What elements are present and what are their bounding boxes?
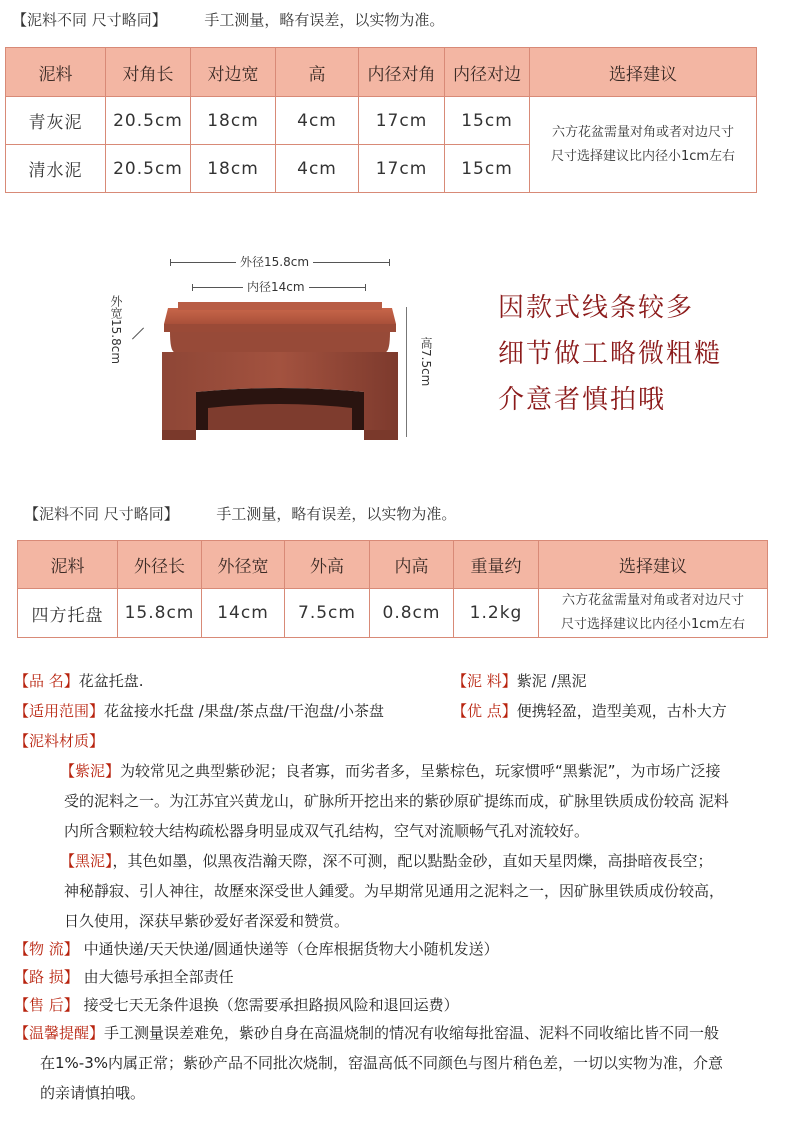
col-header: 内径对角 [359,48,445,97]
suggestion-line: 六方花盆需量对角或者对边尺寸 [561,593,744,608]
merit-label: 【优 点】 [452,702,517,720]
table-header-row [18,541,768,589]
info-clay-row [452,666,587,696]
table-cell: 20.5cm [106,97,191,145]
zini-text: 受的泥料之一。为江苏宜兴黄龙山，矿脉所开挖出来的紫砂原矿提练而成，矿脉里铁质成份较高 泥料 [64,792,729,810]
size-table-1 [5,47,757,193]
size-table-2 [17,540,768,638]
zini-paragraph [60,756,780,846]
col-header: 外高 [285,541,370,589]
table-header-row [6,48,757,97]
tips-text: 手工测量误差难免，紫砂自身在高温烧制的情况有收缩每批窑温、泥料不同收缩比皆不同一般 [104,1024,720,1042]
table-cell: 青灰泥 [6,97,106,145]
clay-label: 【泥 料】 [452,672,517,690]
table-cell: 18cm [191,97,276,145]
info-scope-row [14,696,384,726]
damage-label: 【路 损】 [14,968,79,986]
col-header: 内径对边 [445,48,530,97]
slogan-block [498,285,722,423]
suggestion-line: 六方花盆需量对角或者对边尺寸 [551,124,734,140]
heini-paragraph [60,846,780,936]
col-header: 重量约 [454,541,539,589]
after-sales-value: 接受七天无条件退换（您需要承担路损风险和退回运费） [83,996,459,1014]
info-name-row [14,666,144,696]
product-diagram [100,245,440,445]
table-cell: 17cm [359,145,445,193]
damage-value: 由大德号承担全部责任 [83,968,234,986]
tips-text: 的亲请慎拍哦。 [40,1084,146,1102]
table-cell: 四方托盘 [18,589,118,638]
col-header: 选择建议 [530,48,757,97]
info-after-sales-row [14,990,459,1020]
suggestion-cell [530,97,757,193]
outer-dimension-label: 外径15.8cm [236,253,313,270]
col-header: 外径长 [118,541,202,589]
suggestion-line: 尺寸选择建议比内径小1cm左右 [560,617,746,632]
table-cell: 15.8cm [118,589,202,638]
notice-right: 手工测量，略有误差，以实物为准。 [216,505,457,523]
suggestion-cell [539,589,768,638]
table-cell: 4cm [276,97,359,145]
table-cell: 20.5cm [106,145,191,193]
info-material-row [14,726,104,756]
table-cell: 18cm [191,145,276,193]
tips-paragraph [14,1018,784,1108]
zini-text: 为较常见之典型紫砂泥；良者寡，而劣者多，呈紫棕色，玩家惯呼“黑紫泥”，为市场广泛接 [120,762,721,780]
notice-left: 【泥料不同 尺寸略同】 [12,11,167,29]
material-label: 【泥料材质】 [14,732,105,750]
table-cell: 15cm [445,97,530,145]
col-header: 对角长 [106,48,191,97]
table-row [18,589,768,638]
table-row [6,97,757,145]
scope-label: 【适用范围】 [14,702,105,720]
heini-text: 神秘靜寂、引人神往，故歷來深受世人鍾愛。为早期常见通用之泥料之一，因矿脉里铁质成份较高， [64,882,725,900]
heini-label: 【黑泥】 [60,852,113,870]
info-damage-row [14,962,234,992]
tray-image [160,300,400,442]
table-cell: 1.2kg [454,589,539,638]
slogan-line: 因款式线条较多 [498,293,695,323]
merit-value: 便携轻盈，造型美观，古朴大方 [516,702,727,720]
inner-dimension-label: 内径14cm [243,278,309,295]
col-header: 外径宽 [202,541,285,589]
name-label: 【品 名】 [14,672,79,690]
table-cell: 14cm [202,589,285,638]
zini-label: 【紫泥】 [60,762,121,780]
logistics-value: 中通快递/天天快递/圆通快递等（仓库根据货物大小随机发送） [83,940,499,958]
table-cell: 4cm [276,145,359,193]
tips-text: 在1%-3%内属正常；紫砂产品不同批次烧制，窑温高低不同颜色与图片稍色差，一切以实物为准，介意 [40,1054,724,1072]
logistics-label: 【物 流】 [14,940,79,958]
heini-text: 日久使用，深获早紫砂爱好者深爱和赞赏。 [64,912,350,930]
tips-label: 【温馨提醒】 [14,1024,105,1042]
side-dimension-tick [132,327,144,339]
height-guide-line [406,307,407,437]
slogan-line: 细节做工略微粗糙 [498,339,723,369]
suggestion-line: 尺寸选择建议比内径小1cm左右 [550,148,736,164]
col-header: 内高 [370,541,454,589]
col-header: 高 [276,48,359,97]
table-cell: 7.5cm [285,589,370,638]
col-header: 泥料 [18,541,118,589]
heini-text: ，其色如墨，似黑夜浩瀚天際，深不可测，配以點點金砂，直如天星閃爍，高掛暗夜長空； [112,852,713,870]
col-header: 对边宽 [191,48,276,97]
table-cell: 0.8cm [370,589,454,638]
table-cell: 17cm [359,97,445,145]
zini-text: 内所含颗粒较大结构疏松器身明显成双气孔结构，空气对流顺畅气孔对流较好。 [64,822,590,840]
info-logistics-row [14,934,499,964]
scope-value: 花盆接水托盘 /果盘/茶点盘/干泡盘/小茶盘 [104,702,385,720]
after-sales-label: 【售 后】 [14,996,79,1014]
table2-notice [24,503,456,524]
table-cell: 清水泥 [6,145,106,193]
slogan-line: 介意者慎拍哦 [498,385,667,415]
col-header: 选择建议 [539,541,768,589]
col-header: 泥料 [6,48,106,97]
clay-value: 紫泥 /黑泥 [516,672,587,690]
table1-notice [12,9,444,30]
height-dimension-label: 高7.5cm [419,337,433,387]
info-merit-row [452,696,727,726]
notice-right: 手工测量，略有误差，以实物为准。 [204,11,445,29]
side-dimension-label: 外宽15.8cm [109,295,123,365]
table-cell: 15cm [445,145,530,193]
notice-left: 【泥料不同 尺寸略同】 [24,505,179,523]
name-value: 花盆托盘. [78,672,144,690]
